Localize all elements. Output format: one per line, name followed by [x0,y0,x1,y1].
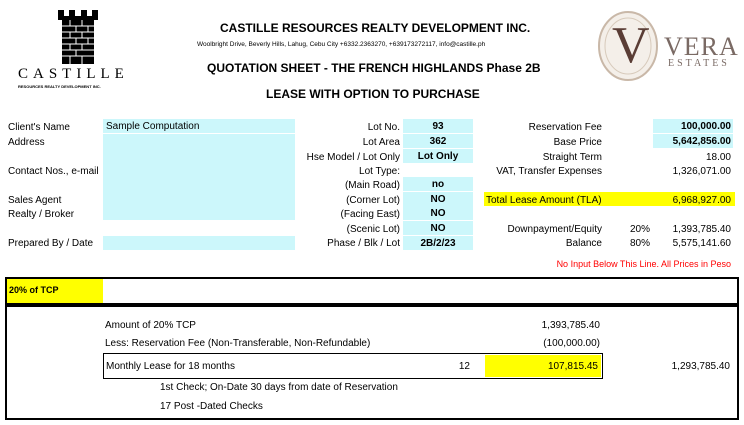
lot-area-field[interactable]: 362 [403,134,473,148]
address-field[interactable] [103,134,295,163]
balance-percent: 80% [629,238,650,249]
address-label: Address [8,137,45,148]
sales-agent-field[interactable] [103,192,295,206]
reservation-fee-field[interactable]: 100,000.00 [653,119,733,133]
less-reservation-value: (100,000.00) [543,338,600,349]
facing-east-field[interactable]: NO [403,206,473,220]
realty-broker-label: Realty / Broker [8,209,75,220]
lot-area-label: Lot Area [362,137,400,148]
vat-label: VAT, Transfer Expenses [496,166,602,177]
lot-no-field[interactable]: 93 [403,119,473,133]
phase-field[interactable]: 2B/2/23 [403,236,473,250]
amount-20-label: Amount of 20% TCP [105,320,196,331]
lot-no-label: Lot No. [367,122,400,133]
vat-value: 1,326,071.00 [672,166,731,177]
section-header-box [5,277,739,305]
corner-lot-label: (Corner Lot) [346,195,400,206]
scenic-lot-label: (Scenic Lot) [346,224,400,235]
facing-east-label: (Facing East) [340,209,400,220]
client-name-label: Client's Name [8,122,70,133]
check-note-1: 1st Check; On-Date 30 days from date of Reservation [160,382,398,393]
company-name: CASTILLE RESOURCES REALTY DEVELOPMENT INC. [220,21,531,35]
check-note-2: 17 Post -Dated Checks [160,401,263,412]
client-name-field[interactable]: Sample Computation [103,119,295,133]
realty-broker-field[interactable] [103,206,295,220]
less-reservation-label: Less: Reservation Fee (Non-Transferable, Non-Refundable) [105,338,371,349]
logo-right-text: VERA [664,32,739,61]
contact-field[interactable] [103,163,295,192]
company-address: Woolbright Drive, Beverly Hills, Lahug, Cebu City +6332.2363270, +639173272117, info@castille.ph [197,41,486,48]
logo-left-sub: RESOURCES REALTY DEVELOPMENT INC. [18,84,101,89]
downpayment-percent: 20% [629,224,650,235]
castle-tower-icon [56,10,100,64]
monthly-lease-total: 1,293,785.40 [671,361,730,372]
contact-label: Contact Nos., e-mail [8,166,99,177]
main-road-label: (Main Road) [344,180,400,191]
sales-agent-label: Sales Agent [8,195,62,206]
logo-left-text: CASTILLE [18,66,129,82]
quotation-subtitle: LEASE WITH OPTION TO PURCHASE [266,87,480,101]
section-heading: 20% of TCP [9,285,59,295]
monthly-lease-count: 12 [458,361,470,372]
monthly-lease-label: Monthly Lease for 18 months [106,361,235,372]
straight-term-label: Straight Term [542,152,602,163]
scenic-lot-field[interactable]: NO [403,221,473,235]
balance-label: Balance [565,238,602,249]
base-price-field[interactable]: 5,642,856.00 [653,134,733,148]
straight-term-value: 18.00 [705,152,731,163]
main-road-field[interactable]: no [403,177,473,191]
logo-right-letter: V [612,17,650,74]
balance-value: 5,575,141.60 [672,238,731,249]
lot-type-label: Lot Type: [359,166,400,177]
prepared-by-field[interactable] [103,236,295,250]
phase-label: Phase / Blk / Lot [327,238,400,249]
logo-right-sub: ESTATES [668,58,730,69]
tla-value: 6,968,927.00 [672,195,731,206]
amount-20-value: 1,393,785.40 [541,320,600,331]
monthly-lease-value: 107,815.45 [547,361,598,372]
downpayment-label: Downpayment/Equity [507,224,602,235]
corner-lot-field[interactable]: NO [403,192,473,206]
reservation-fee-label: Reservation Fee [528,122,602,133]
input-notice: No Input Below This Line. All Prices in Peso [556,259,731,269]
quotation-title: QUOTATION SHEET - THE FRENCH HIGHLANDS Phase 2B [207,61,541,75]
model-label: Hse Model / Lot Only [306,152,400,163]
downpayment-value: 1,393,785.40 [672,224,731,235]
prepared-by-label: Prepared By / Date [8,238,94,249]
tla-label: Total Lease Amount (TLA) [486,195,602,206]
model-field[interactable]: Lot Only [403,149,473,163]
base-price-label: Base Price [553,137,602,148]
